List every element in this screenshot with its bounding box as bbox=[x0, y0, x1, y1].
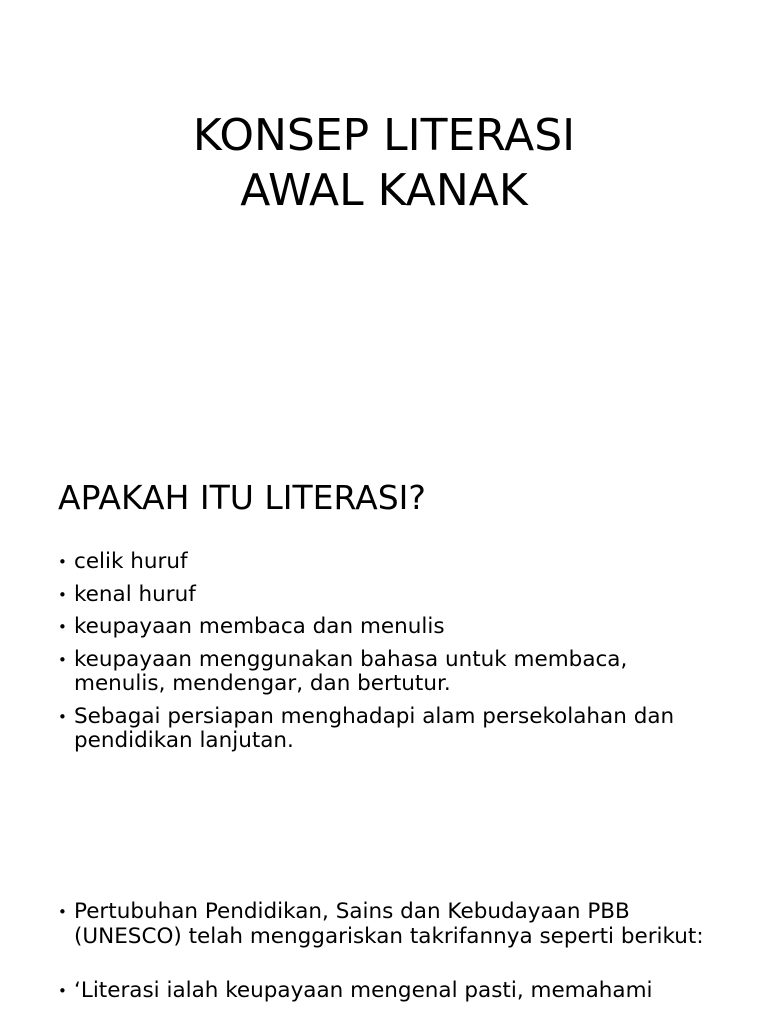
list-item bbox=[58, 900, 718, 949]
list-item bbox=[58, 705, 718, 754]
list-item bbox=[58, 648, 718, 697]
bullet-list bbox=[58, 550, 718, 762]
list-item bbox=[58, 550, 718, 575]
bullet-icon: • bbox=[58, 982, 67, 1000]
bullet-list bbox=[58, 900, 718, 1024]
list-item bbox=[58, 615, 718, 640]
bullet-icon: • bbox=[58, 903, 67, 921]
bullet-icon: • bbox=[58, 618, 67, 636]
bullet-icon: • bbox=[58, 553, 67, 571]
list-item-text: Pertubuhan Pendidikan, Sains dan Kebudayaan PBB (UNESCO) telah menggariskan takrifannya seperti berikut: bbox=[74, 899, 704, 949]
list-item-text: celik huruf bbox=[74, 549, 188, 574]
slide-title bbox=[0, 0, 768, 432]
bullet-icon: • bbox=[58, 650, 67, 669]
list-item bbox=[58, 979, 718, 1004]
title-line-1: KONSEP LITERASI bbox=[192, 110, 576, 161]
list-item-text: keupayaan menggunakan bahasa untuk membaca, menulis, mendengar, dan bertutur. bbox=[74, 646, 628, 696]
list-item-text: Sebagai persiapan menghadapi alam persekolahan dan pendidikan lanjutan. bbox=[74, 703, 675, 753]
bullet-icon: • bbox=[58, 707, 67, 726]
list-item-text: ‘Literasi ialah keupayaan mengenal pasti, memahami bbox=[74, 978, 653, 1003]
slide-unesco bbox=[0, 864, 768, 1024]
list-item bbox=[58, 583, 718, 608]
slide-heading: APAKAH ITU LITERASI? bbox=[58, 478, 426, 517]
title-line-2: AWAL KANAK bbox=[240, 165, 528, 216]
list-item-text: keupayaan membaca dan menulis bbox=[74, 614, 445, 639]
list-item-text: kenal huruf bbox=[74, 581, 196, 607]
slide-definition bbox=[0, 432, 768, 864]
slide-title-text bbox=[0, 108, 768, 218]
bullet-icon: • bbox=[58, 585, 67, 604]
